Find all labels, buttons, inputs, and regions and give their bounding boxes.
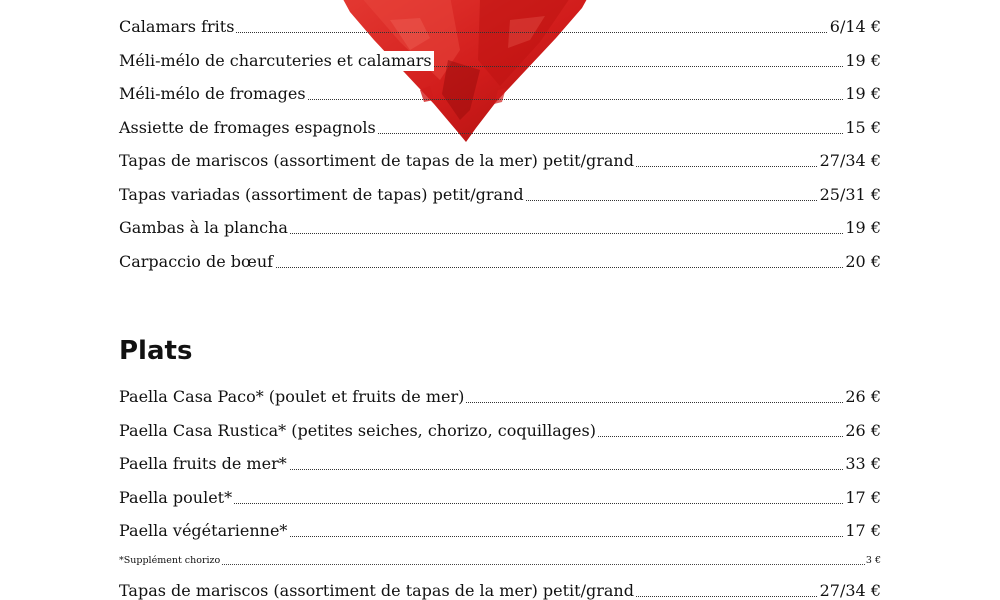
- dot-leader: [119, 564, 881, 565]
- section-title-plats: Plats: [119, 336, 193, 366]
- item-name: Tapas de mariscos (assortiment de tapas de la mer) petit/grand: [119, 151, 634, 170]
- item-price: 27/34 €: [819, 580, 881, 600]
- item-price: 33 €: [845, 454, 881, 473]
- item-name: Tapas variadas (assortiment de tapas) petit/grand: [119, 184, 524, 204]
- item-name: Paella poulet*: [119, 487, 233, 507]
- item-name: Assiette de fromages espagnols: [119, 117, 376, 137]
- menu-item: [119, 111, 881, 145]
- item-price: 27/34 €: [819, 151, 881, 170]
- menu-item: [119, 380, 881, 414]
- menu-item: [119, 447, 881, 481]
- item-price: 15 €: [845, 117, 881, 137]
- item-price: 19 €: [845, 84, 881, 103]
- item-name: Paella Casa Paco* (poulet et fruits de mer): [119, 387, 465, 406]
- item-price: 19 €: [845, 50, 881, 70]
- item-price: 6/14 €: [829, 17, 881, 36]
- item-name: Calamars frits: [119, 17, 235, 36]
- menu-item: [119, 245, 881, 279]
- menu-item: [119, 414, 881, 448]
- item-name: Paella végétarienne*: [119, 521, 288, 540]
- note-text: *Supplément chorizo: [119, 554, 221, 566]
- item-price: 20 €: [845, 251, 881, 271]
- item-name: Méli-mélo de charcuteries et calamars: [119, 50, 432, 70]
- menu-item: [119, 481, 881, 515]
- menu-item: [119, 44, 881, 78]
- item-name: Carpaccio de bœuf: [119, 251, 274, 271]
- menu-item: [119, 574, 881, 600]
- item-price: 19 €: [845, 218, 881, 237]
- starters-list: [119, 10, 881, 278]
- item-name: Paella fruits de mer*: [119, 454, 287, 473]
- menu-item: [119, 10, 881, 44]
- item-price: 17 €: [845, 487, 881, 507]
- item-name: Gambas à la plancha: [119, 218, 288, 237]
- item-name: Méli-mélo de fromages: [119, 84, 306, 103]
- menu-item: [119, 211, 881, 245]
- supplement-note: [119, 548, 881, 574]
- menu-item: [119, 178, 881, 212]
- menu-item: [119, 514, 881, 548]
- item-price: 17 €: [845, 521, 881, 540]
- item-name: Paella Casa Rustica* (petites seiches, chorizo, coquillages): [119, 420, 596, 440]
- menu-item: [119, 144, 881, 178]
- item-price: 26 €: [845, 420, 881, 440]
- item-price: 25/31 €: [819, 184, 881, 204]
- note-price: 3 €: [865, 554, 881, 566]
- menu-item: [119, 77, 881, 111]
- item-price: 26 €: [845, 387, 881, 406]
- plats-list: [119, 380, 881, 600]
- item-name: Tapas de mariscos (assortiment de tapas de la mer) petit/grand: [119, 580, 634, 600]
